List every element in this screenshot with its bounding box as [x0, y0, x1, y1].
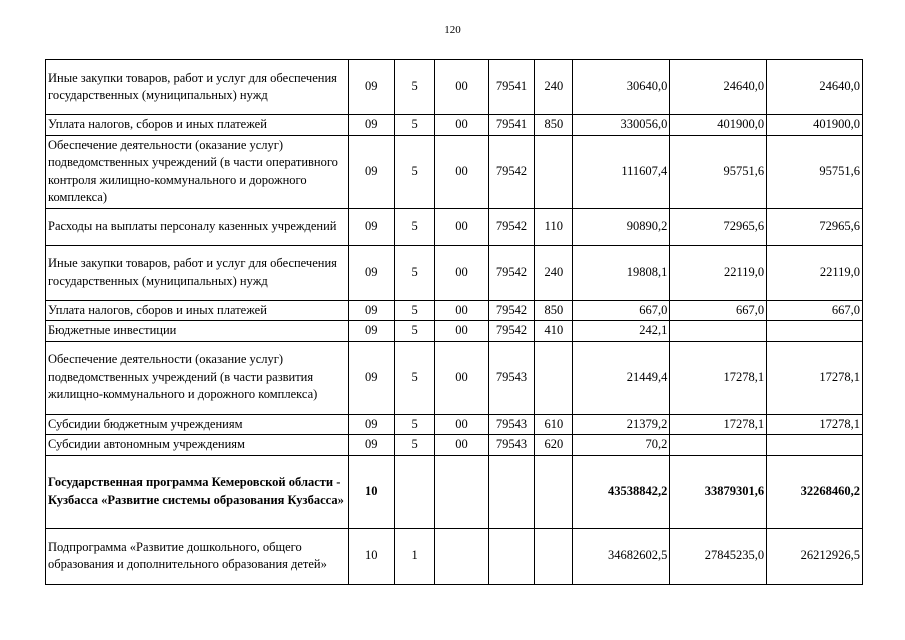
amount-year-2: 24640,0	[670, 60, 767, 115]
amount-year-2	[670, 435, 767, 456]
table-row	[46, 455, 863, 528]
target-article-code	[488, 455, 534, 528]
amount-year-1: 21449,4	[573, 341, 670, 414]
row-description: Иные закупки товаров, работ и услуг для обеспечения государственных (муниципальных) нужд	[46, 245, 349, 300]
subsection-code: 5	[394, 208, 434, 245]
expense-type-code: 850	[535, 300, 573, 321]
subsection-code	[394, 455, 434, 528]
target-article-code: 79542	[488, 245, 534, 300]
subsection-code: 5	[394, 300, 434, 321]
table-row	[46, 300, 863, 321]
amount-year-2	[670, 321, 767, 342]
amount-year-3: 32268460,2	[767, 455, 863, 528]
program-code: 00	[435, 435, 488, 456]
program-code: 00	[435, 341, 488, 414]
subsection-code: 5	[394, 245, 434, 300]
program-code: 00	[435, 245, 488, 300]
program-code	[435, 455, 488, 528]
program-code: 00	[435, 414, 488, 435]
row-description: Субсидии бюджетным учреждениям	[46, 414, 349, 435]
row-description: Иные закупки товаров, работ и услуг для обеспечения государственных (муниципальных) нужд	[46, 60, 349, 115]
program-code: 00	[435, 135, 488, 208]
page-number: 120	[444, 24, 461, 36]
subsection-code: 5	[394, 60, 434, 115]
amount-year-2: 27845235,0	[670, 528, 767, 584]
subsection-code: 5	[394, 135, 434, 208]
table-row	[46, 135, 863, 208]
row-description: Подпрограмма «Развитие дошкольного, общего образования и дополнительного образования детей»	[46, 528, 349, 584]
amount-year-3: 667,0	[767, 300, 863, 321]
amount-year-1: 330056,0	[573, 115, 670, 136]
amount-year-2: 667,0	[670, 300, 767, 321]
table-row	[46, 115, 863, 136]
row-description: Обеспечение деятельности (оказание услуг) подведомственных учреждений (в части оперативного контроля жилищно-коммунального и дорожного комплекса)	[46, 135, 349, 208]
expense-type-code: 610	[535, 414, 573, 435]
amount-year-1: 242,1	[573, 321, 670, 342]
amount-year-2: 95751,6	[670, 135, 767, 208]
amount-year-1: 111607,4	[573, 135, 670, 208]
expense-type-code	[535, 135, 573, 208]
budget-table	[45, 59, 863, 585]
target-article-code	[488, 528, 534, 584]
subsection-code: 5	[394, 341, 434, 414]
section-code: 09	[348, 300, 394, 321]
table-row	[46, 435, 863, 456]
target-article-code: 79543	[488, 435, 534, 456]
target-article-code: 79543	[488, 414, 534, 435]
amount-year-1: 34682602,5	[573, 528, 670, 584]
row-description: Уплата налогов, сборов и иных платежей	[46, 115, 349, 136]
subsection-code: 5	[394, 435, 434, 456]
target-article-code: 79542	[488, 135, 534, 208]
amount-year-1: 90890,2	[573, 208, 670, 245]
target-article-code: 79542	[488, 321, 534, 342]
section-code: 09	[348, 135, 394, 208]
target-article-code: 79541	[488, 115, 534, 136]
table-row	[46, 208, 863, 245]
amount-year-3: 22119,0	[767, 245, 863, 300]
subsection-code: 5	[394, 115, 434, 136]
amount-year-3: 17278,1	[767, 341, 863, 414]
row-description: Обеспечение деятельности (оказание услуг) подведомственных учреждений (в части развития жилищно-коммунального и дорожного комплекса)	[46, 341, 349, 414]
amount-year-1: 667,0	[573, 300, 670, 321]
row-description: Бюджетные инвестиции	[46, 321, 349, 342]
row-description: Государственная программа Кемеровской области - Кузбасса «Развитие системы образования Кузбасса»	[46, 455, 349, 528]
amount-year-1: 21379,2	[573, 414, 670, 435]
expense-type-code: 110	[535, 208, 573, 245]
row-description: Расходы на выплаты персоналу казенных учреждений	[46, 208, 349, 245]
expense-type-code	[535, 341, 573, 414]
amount-year-3: 401900,0	[767, 115, 863, 136]
program-code: 00	[435, 321, 488, 342]
table-row	[46, 245, 863, 300]
row-description: Субсидии автономным учреждениям	[46, 435, 349, 456]
program-code: 00	[435, 208, 488, 245]
section-code: 10	[348, 455, 394, 528]
program-code: 00	[435, 60, 488, 115]
amount-year-2: 33879301,6	[670, 455, 767, 528]
expense-type-code: 240	[535, 60, 573, 115]
section-code: 09	[348, 321, 394, 342]
amount-year-2: 401900,0	[670, 115, 767, 136]
amount-year-1: 43538842,2	[573, 455, 670, 528]
amount-year-3	[767, 435, 863, 456]
expense-type-code: 240	[535, 245, 573, 300]
target-article-code: 79543	[488, 341, 534, 414]
table-row	[46, 414, 863, 435]
amount-year-3: 72965,6	[767, 208, 863, 245]
target-article-code: 79542	[488, 300, 534, 321]
table-row	[46, 528, 863, 584]
amount-year-3: 26212926,5	[767, 528, 863, 584]
program-code: 00	[435, 115, 488, 136]
amount-year-3: 17278,1	[767, 414, 863, 435]
subsection-code: 5	[394, 414, 434, 435]
expense-type-code: 620	[535, 435, 573, 456]
subsection-code: 1	[394, 528, 434, 584]
table-row	[46, 321, 863, 342]
target-article-code: 79542	[488, 208, 534, 245]
expense-type-code: 410	[535, 321, 573, 342]
section-code: 09	[348, 115, 394, 136]
table-row	[46, 60, 863, 115]
table-row	[46, 341, 863, 414]
program-code	[435, 528, 488, 584]
target-article-code: 79541	[488, 60, 534, 115]
amount-year-1: 70,2	[573, 435, 670, 456]
section-code: 09	[348, 435, 394, 456]
section-code: 10	[348, 528, 394, 584]
row-description: Уплата налогов, сборов и иных платежей	[46, 300, 349, 321]
amount-year-3: 24640,0	[767, 60, 863, 115]
amount-year-2: 17278,1	[670, 341, 767, 414]
expense-type-code	[535, 528, 573, 584]
amount-year-2: 22119,0	[670, 245, 767, 300]
amount-year-3	[767, 321, 863, 342]
amount-year-1: 19808,1	[573, 245, 670, 300]
section-code: 09	[348, 60, 394, 115]
expense-type-code	[535, 455, 573, 528]
section-code: 09	[348, 208, 394, 245]
amount-year-2: 17278,1	[670, 414, 767, 435]
section-code: 09	[348, 245, 394, 300]
section-code: 09	[348, 341, 394, 414]
program-code: 00	[435, 300, 488, 321]
subsection-code: 5	[394, 321, 434, 342]
section-code: 09	[348, 414, 394, 435]
expense-type-code: 850	[535, 115, 573, 136]
amount-year-3: 95751,6	[767, 135, 863, 208]
amount-year-1: 30640,0	[573, 60, 670, 115]
amount-year-2: 72965,6	[670, 208, 767, 245]
